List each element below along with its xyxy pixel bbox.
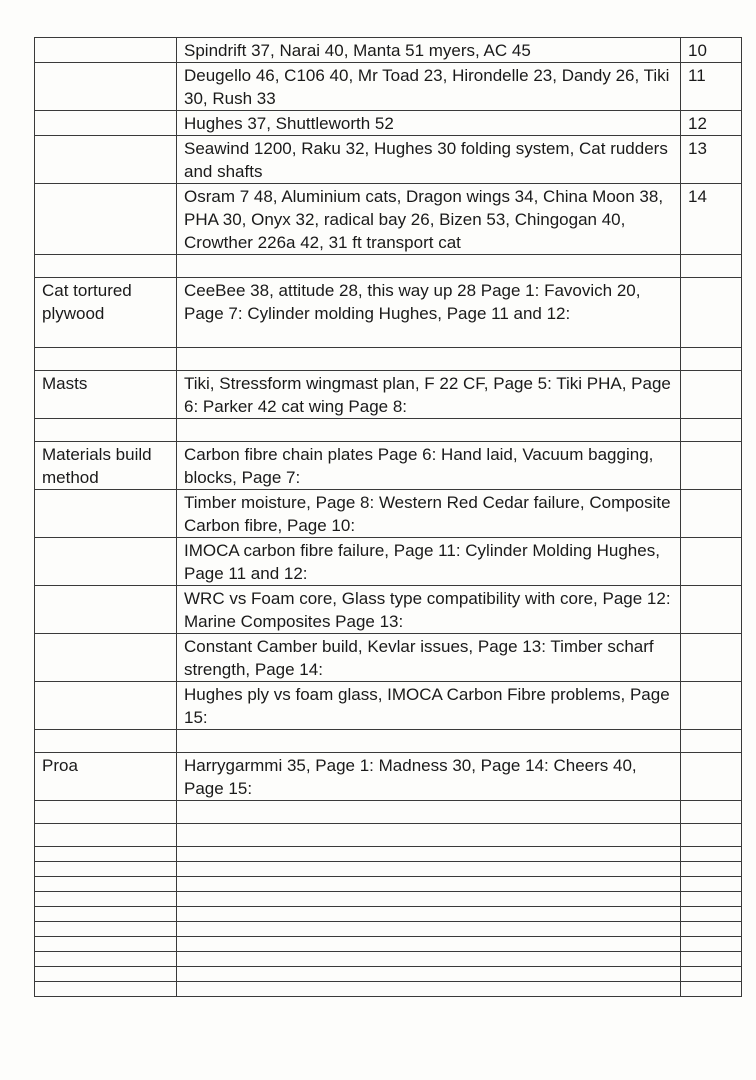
- topic-cell: [35, 111, 177, 136]
- table-row: [35, 907, 742, 922]
- topic-cell: [35, 877, 177, 892]
- content-cell: [177, 892, 681, 907]
- table-row: [35, 862, 742, 877]
- page-cell: [681, 847, 742, 862]
- page-cell: [681, 730, 742, 753]
- table-row: [35, 38, 742, 63]
- content-cell: [177, 967, 681, 982]
- page-cell: [681, 753, 742, 801]
- topic-cell: [35, 967, 177, 982]
- topic-cell: [35, 982, 177, 997]
- table-row: [35, 255, 742, 278]
- content-cell: Deugello 46, C106 40, Mr Toad 23, Hirondelle 23, Dandy 26, Tiki 30, Rush 33: [177, 63, 681, 111]
- table-row: [35, 538, 742, 586]
- page-cell: [681, 952, 742, 967]
- table-row: [35, 278, 742, 348]
- topic-cell: [35, 634, 177, 682]
- page-cell: [681, 862, 742, 877]
- page-cell: [681, 255, 742, 278]
- content-cell: [177, 982, 681, 997]
- table-row: [35, 136, 742, 184]
- page-cell: [681, 442, 742, 490]
- content-cell: Seawind 1200, Raku 32, Hughes 30 folding system, Cat rudders and shafts: [177, 136, 681, 184]
- content-cell: IMOCA carbon fibre failure, Page 11: Cylinder Molding Hughes, Page 11 and 12:: [177, 538, 681, 586]
- page-cell: [681, 490, 742, 538]
- content-cell: [177, 862, 681, 877]
- table-row: [35, 634, 742, 682]
- page-cell: [681, 419, 742, 442]
- page-cell: 10: [681, 38, 742, 63]
- topic-cell: [35, 348, 177, 371]
- topic-cell: [35, 862, 177, 877]
- content-cell: [177, 952, 681, 967]
- content-cell: [177, 937, 681, 952]
- topic-cell: [35, 922, 177, 937]
- content-cell: [177, 877, 681, 892]
- topic-cell: [35, 490, 177, 538]
- topic-cell: [35, 952, 177, 967]
- topic-cell: [35, 586, 177, 634]
- content-cell: Hughes ply vs foam glass, IMOCA Carbon Fibre problems, Page 15:: [177, 682, 681, 730]
- table-row: [35, 490, 742, 538]
- page-cell: [681, 348, 742, 371]
- topic-cell: [35, 730, 177, 753]
- topic-cell: [35, 937, 177, 952]
- index-table: [34, 37, 742, 997]
- table-row: [35, 847, 742, 862]
- content-cell: Carbon fibre chain plates Page 6: Hand laid, Vacuum bagging, blocks, Page 7:: [177, 442, 681, 490]
- topic-cell: [35, 907, 177, 922]
- table-row: [35, 753, 742, 801]
- topic-cell: [35, 136, 177, 184]
- topic-cell: [35, 38, 177, 63]
- table-row: [35, 419, 742, 442]
- page-cell: 14: [681, 184, 742, 255]
- table-row: [35, 922, 742, 937]
- page-cell: [681, 634, 742, 682]
- table-row: [35, 982, 742, 997]
- topic-cell: Masts: [35, 371, 177, 419]
- page-cell: [681, 937, 742, 952]
- table-row: [35, 184, 742, 255]
- table-row: [35, 111, 742, 136]
- content-cell: [177, 255, 681, 278]
- page-cell: [681, 278, 742, 348]
- page-cell: 13: [681, 136, 742, 184]
- content-cell: Osram 7 48, Aluminium cats, Dragon wings 34, China Moon 38, PHA 30, Onyx 32, radical bay 26, Bizen 53, Chingogan 40, Crowther 226a 42, 31 ft transport cat: [177, 184, 681, 255]
- page-cell: [681, 682, 742, 730]
- table-row: [35, 586, 742, 634]
- table-row: [35, 442, 742, 490]
- content-cell: Timber moisture, Page 8: Western Red Cedar failure, Composite Carbon fibre, Page 10:: [177, 490, 681, 538]
- page-cell: [681, 907, 742, 922]
- content-cell: [177, 907, 681, 922]
- topic-cell: [35, 63, 177, 111]
- topic-cell: [35, 538, 177, 586]
- topic-cell: [35, 892, 177, 907]
- content-cell: [177, 847, 681, 862]
- topic-cell: [35, 255, 177, 278]
- topic-cell: [35, 824, 177, 847]
- content-cell: Hughes 37, Shuttleworth 52: [177, 111, 681, 136]
- content-cell: Harrygarmmi 35, Page 1: Madness 30, Page 14: Cheers 40, Page 15:: [177, 753, 681, 801]
- page-cell: [681, 538, 742, 586]
- topic-cell: [35, 184, 177, 255]
- content-cell: [177, 348, 681, 371]
- table-row: [35, 371, 742, 419]
- page-cell: [681, 801, 742, 824]
- content-cell: [177, 824, 681, 847]
- topic-cell: Proa: [35, 753, 177, 801]
- table-row: [35, 877, 742, 892]
- page-cell: [681, 892, 742, 907]
- table-row: [35, 801, 742, 824]
- content-cell: CeeBee 38, attitude 28, this way up 28 Page 1: Favovich 20, Page 7: Cylinder molding Hughes, Page 11 and 12:: [177, 278, 681, 348]
- content-cell: [177, 730, 681, 753]
- table-row: [35, 824, 742, 847]
- table-row: [35, 730, 742, 753]
- page-cell: 12: [681, 111, 742, 136]
- page-cell: 11: [681, 63, 742, 111]
- topic-cell: [35, 801, 177, 824]
- page-cell: [681, 967, 742, 982]
- table-body: [35, 38, 742, 997]
- page-cell: [681, 824, 742, 847]
- table-row: [35, 952, 742, 967]
- table-row: [35, 892, 742, 907]
- content-cell: [177, 801, 681, 824]
- content-cell: Constant Camber build, Kevlar issues, Page 13: Timber scharf strength, Page 14:: [177, 634, 681, 682]
- table-row: [35, 682, 742, 730]
- content-cell: Tiki, Stressform wingmast plan, F 22 CF, Page 5: Tiki PHA, Page 6: Parker 42 cat wing Page 8:: [177, 371, 681, 419]
- page-cell: [681, 982, 742, 997]
- content-cell: Spindrift 37, Narai 40, Manta 51 myers, AC 45: [177, 38, 681, 63]
- topic-cell: Cat tortured plywood: [35, 278, 177, 348]
- table-row: [35, 63, 742, 111]
- content-cell: [177, 922, 681, 937]
- content-cell: WRC vs Foam core, Glass type compatibility with core, Page 12: Marine Composites Page 13:: [177, 586, 681, 634]
- page-cell: [681, 877, 742, 892]
- content-cell: [177, 419, 681, 442]
- table-row: [35, 937, 742, 952]
- page-cell: [681, 371, 742, 419]
- topic-cell: [35, 847, 177, 862]
- page-cell: [681, 586, 742, 634]
- topic-cell: [35, 682, 177, 730]
- table-row: [35, 967, 742, 982]
- table-row: [35, 348, 742, 371]
- page-cell: [681, 922, 742, 937]
- topic-cell: [35, 419, 177, 442]
- topic-cell: Materials build method: [35, 442, 177, 490]
